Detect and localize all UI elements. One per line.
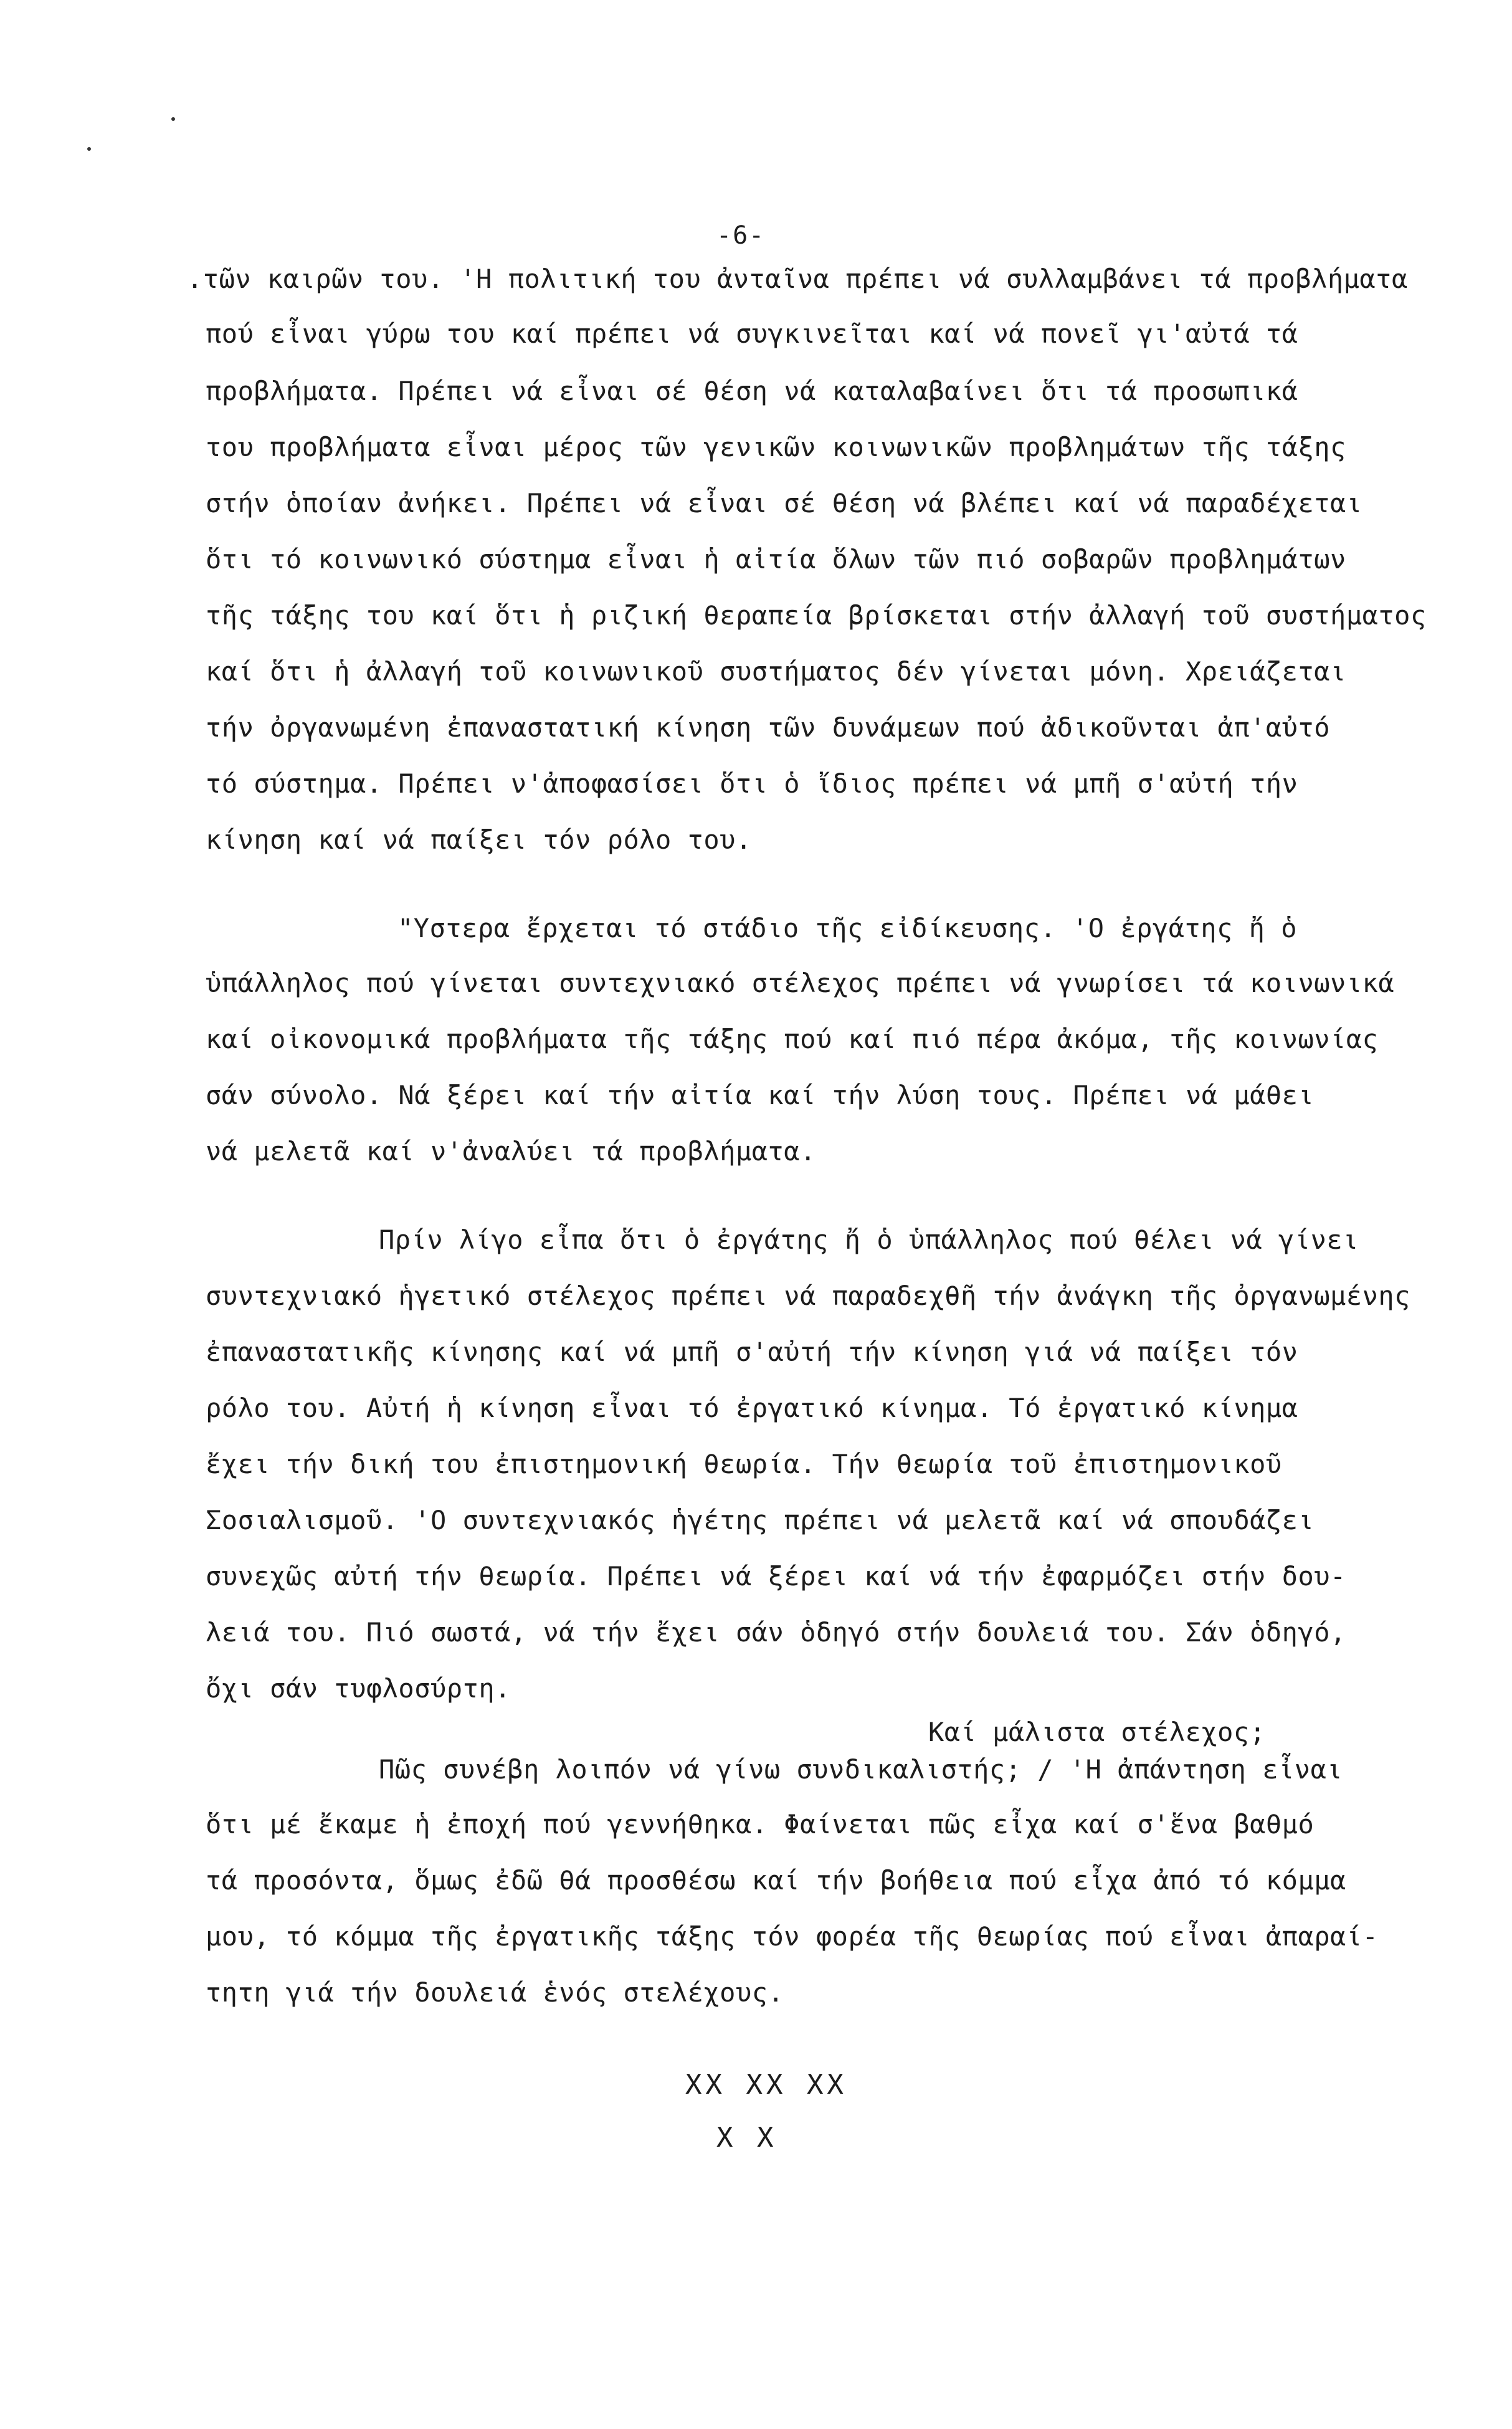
text-line: προβλήματα. Πρέπει νά εἶναι σέ θέση νά καταλαβαίνει ὅτι τά προσωπικά xyxy=(206,376,1298,406)
text-line: Καί μάλιστα στέλεχος; xyxy=(928,1717,1266,1747)
scan-speck xyxy=(171,117,175,121)
text-line: τά προσόντα, ὅμως ἐδῶ θά προσθέσω καί τήν βοήθεια πού εἶχα ἀπό τό κόμμα xyxy=(206,1865,1346,1896)
text-line: ρόλο του. Αὐτή ἡ κίνηση εἶναι τό ἐργατικό κίνημα. Τό ἐργατικό κίνημα xyxy=(206,1393,1298,1423)
section-separator: XX XX XX xyxy=(685,2069,847,2101)
text-line: Πρίν λίγο εἶπα ὅτι ὁ ἐργάτης ἤ ὁ ὑπάλληλος πού θέλει νά γίνει xyxy=(379,1224,1359,1255)
text-line: ὅτι τό κοινωνικό σύστημα εἶναι ἡ αἰτία ὅλων τῶν πιό σοβαρῶν προβλημάτων xyxy=(206,544,1346,575)
text-line: τητη γιά τήν δουλειά ἑνός στελέχους. xyxy=(206,1977,784,2008)
text-line: του προβλήματα εἶναι μέρος τῶν γενικῶν κοινωνικῶν προβλημάτων τῆς τάξης xyxy=(206,432,1346,462)
text-line: καί οἰκονομικά προβλήματα τῆς τάξης πού καί πιό πέρα ἀκόμα, τῆς κοινωνίας xyxy=(206,1024,1379,1054)
text-line: καί ὅτι ἡ ἀλλαγή τοῦ κοινωνικοῦ συστήματος δέν γίνεται μόνη. Χρειάζεται xyxy=(206,656,1346,687)
text-line: συντεχνιακό ἡγετικό στέλεχος πρέπει νά παραδεχθῆ τήν ἀνάγκη τῆς ὀργανωμένης xyxy=(206,1281,1410,1311)
text-line: ὄχι σάν τυφλοσύρτη. xyxy=(206,1673,511,1704)
text-line: "Υστερα ἔρχεται τό στάδιο τῆς εἰδίκευσης. 'Ο ἐργάτης ἤ ὁ xyxy=(397,913,1298,943)
text-line: λειά του. Πιό σωστά, νά τήν ἔχει σάν ὁδηγό στήν δουλειά του. Σάν ὁδηγό, xyxy=(206,1617,1346,1648)
text-line: ἔχει τήν δική του ἐπιστημονική θεωρία. Τήν θεωρία τοῦ ἐπιστημονικοῦ xyxy=(206,1449,1282,1479)
page-number: -6- xyxy=(716,221,766,250)
text-line: μου, τό κόμμα τῆς ἐργατικῆς τάξης τόν φορέα τῆς θεωρίας πού εἶναι ἀπαραί- xyxy=(206,1921,1379,1952)
text-line: νά μελετᾶ καί ν'ἀναλύει τά προβλήματα. xyxy=(206,1136,816,1167)
text-line: πού εἶναι γύρω του καί πρέπει νά συγκινεῖται καί νά πονεῖ γι'αὐτά τά xyxy=(206,318,1298,349)
text-line: σάν σύνολο. Νά ξέρει καί τήν αἰτία καί τήν λύση τους. Πρέπει νά μάθει xyxy=(206,1080,1315,1110)
text-line: Σοσιαλισμοῦ. 'Ο συντεχνιακός ἡγέτης πρέπει νά μελετᾶ καί νά σπουδάζει xyxy=(206,1505,1315,1535)
scan-speck xyxy=(87,147,91,151)
text-line: κίνηση καί νά παίξει τόν ρόλο του. xyxy=(206,824,752,855)
text-line: ὑπάλληλος πού γίνεται συντεχνιακό στέλεχος πρέπει νά γνωρίσει τά κοινωνικά xyxy=(206,968,1395,998)
text-line: τήν ὀργανωμένη ἐπαναστατική κίνηση τῶν δυνάμεων πού ἀδικοῦνται ἀπ'αὐτό xyxy=(206,712,1331,743)
text-line: ὅτι μέ ἔκαμε ἡ ἐποχή πού γεννήθηκα. Φαίνεται πῶς εἶχα καί σ'ἕνα βαθμό xyxy=(206,1809,1315,1840)
text-line: ἐπαναστατικῆς κίνησης καί νά μπῆ σ'αὐτή τήν κίνηση γιά νά παίξει τόν xyxy=(206,1337,1298,1367)
section-separator: X X xyxy=(716,2122,777,2154)
text-line: τῆς τάξης του καί ὅτι ἡ ριζική θεραπεία βρίσκεται στήν ἀλλαγή τοῦ συστήματος xyxy=(206,600,1427,631)
text-line: συνεχῶς αὐτή τήν θεωρία. Πρέπει νά ξέρει καί νά τήν ἐφαρμόζει στήν δου- xyxy=(206,1561,1346,1591)
text-line: .τῶν καιρῶν του. 'Η πολιτική του ἀνταῖνα πρέπει νά συλλαμβάνει τά προβλήματα xyxy=(187,264,1408,294)
text-line: τό σύστημα. Πρέπει ν'ἀποφασίσει ὅτι ὁ ἴδιος πρέπει νά μπῆ σ'αὐτή τήν xyxy=(206,768,1298,799)
text-line: Πῶς συνέβη λοιπόν νά γίνω συνδικαλιστής; / 'Η ἀπάντηση εἶναι xyxy=(379,1754,1343,1785)
text-line: στήν ὁποίαν ἀνήκει. Πρέπει νά εἶναι σέ θέση νά βλέπει καί νά παραδέχεται xyxy=(206,488,1362,518)
